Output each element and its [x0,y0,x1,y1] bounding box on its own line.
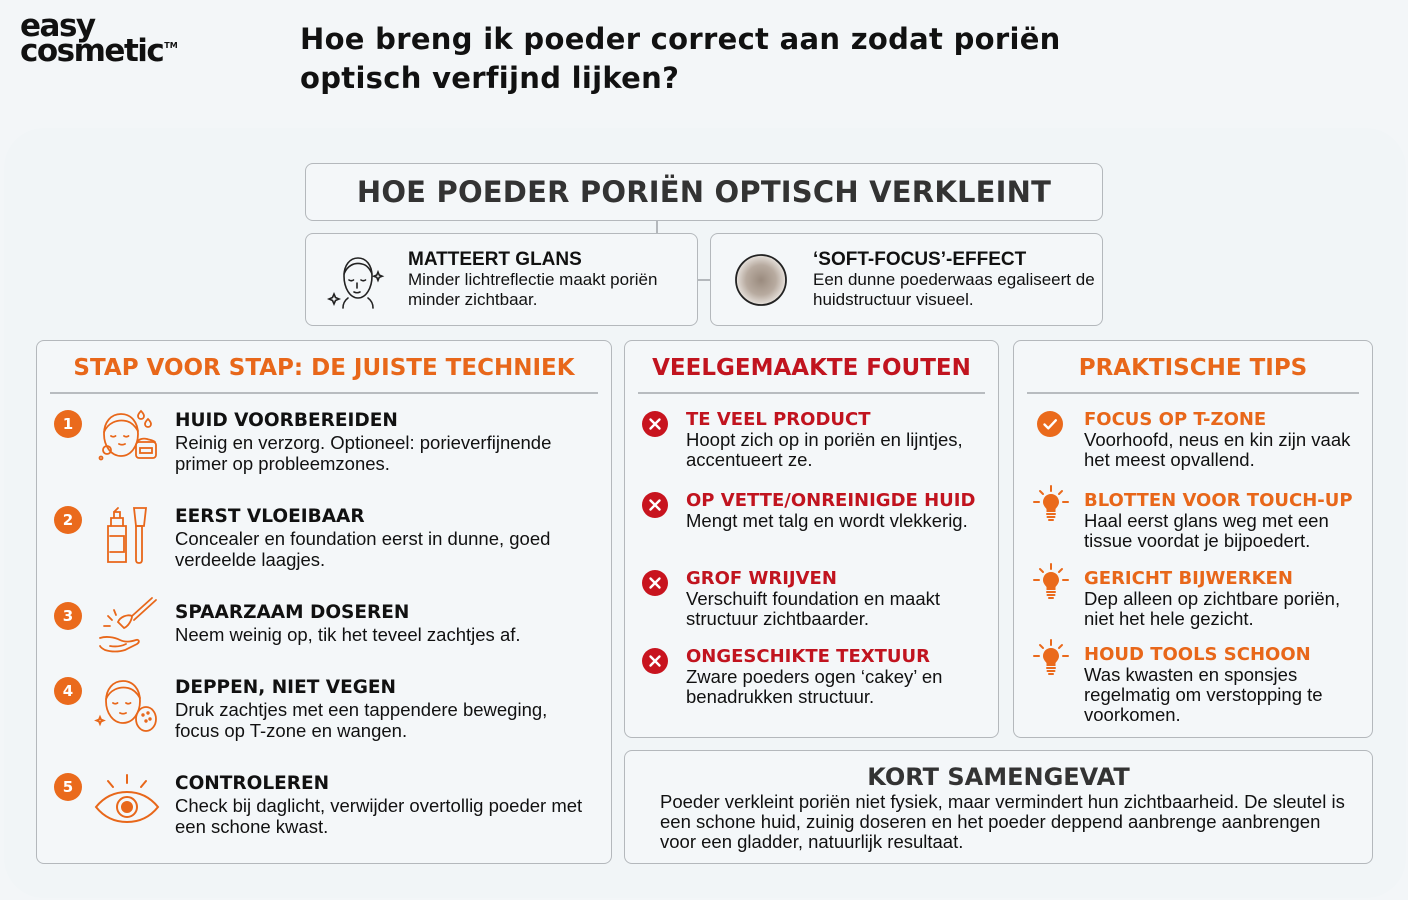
foundation-brush-icon [94,500,160,566]
feature-card-soft-focus [710,233,1103,326]
tip-description: Haal eerst glans weg met een tissue voordat je bijpoedert. [1084,510,1329,551]
logo-line1: easy [20,8,95,44]
mistake-description: Hoopt zich op in poriën en lijntjes, accentueert ze. [686,429,963,470]
x-circle-icon [641,647,669,675]
x-circle-icon [641,410,669,438]
mistake-title: ONGESCHIKTE TEXTUUR [686,646,930,667]
lightbulb-icon [1031,638,1071,678]
tip-description: Was kwasten en sponsjes regelmatig om verstopping te voorkomen. [1084,664,1323,725]
feature-card-matte [305,233,698,326]
step-title: CONTROLEREN [175,773,330,794]
mistake-description: Verschuift foundation en maakt structuur zichtbaarder. [686,588,941,629]
step-number-badge: 5 [54,773,82,801]
face-sparkle-icon [326,250,386,310]
tips-panel [1013,340,1373,738]
face-care-icon [94,404,160,470]
tip-title: GERICHT BIJWERKEN [1084,568,1293,589]
mistake-description: Mengt met talg en wordt vlekkerig. [686,510,968,531]
step-title: EERST VLOEIBAAR [175,506,365,527]
lightbulb-icon [1031,484,1071,524]
mistakes-heading: VEELGEMAAKTE FOUTEN [638,341,985,394]
step-description: Concealer en foundation eerst in dunne, goed verdeelde laagjes. [175,528,551,570]
tip-title: BLOTTEN VOOR TOUCH-UP [1084,490,1353,511]
mistake-title: GROF WRIJVEN [686,568,837,589]
step-description: Check bij daglicht, verwijder overtollig poeder met een schone kwast. [175,795,583,837]
main-title: HOE POEDER PORIËN OPTISCH VERKLEINT [356,175,1052,209]
mistake-title: OP VETTE/ONREINIGDE HUID [686,490,976,511]
step-title: HUID VOORBEREIDEN [175,410,398,431]
brush-hand-icon [94,596,160,662]
step-title: SPAARZAAM DOSEREN [175,602,410,623]
powder-disc-icon [731,250,791,310]
x-circle-icon [641,491,669,519]
connector-line [697,279,710,281]
logo-line2: cosmetic [20,33,164,70]
steps-panel [36,340,612,864]
tip-title: HOUD TOOLS SCHOON [1084,644,1311,665]
step-description: Reinig en verzorg. Optioneel: porieverfijnende primer op probleemzones. [175,432,552,474]
main-title-box [305,163,1103,221]
eye-icon [94,767,160,833]
mistake-description: Zware poeders ogen ‘cakey’ en benadrukken structuur. [686,666,943,707]
feature-title: MATTEERT GLANS [408,249,582,270]
check-circle-icon [1036,410,1064,438]
lightbulb-icon [1031,562,1071,602]
step-description: Neem weinig op, tik het teveel zachtjes af. [175,624,521,645]
tip-description: Dep alleen op zichtbare poriën, niet het hele gezicht. [1084,588,1341,629]
summary-body: Poeder verkleint poriën niet fysiek, maar vermindert hun zichtbaarheid. De sleutel is een schone huid, zuinig doseren en het poeder deppend aanbrenge aanbrengen voor een gladder, natuurlijk resultaat. [660,791,1345,852]
tip-description: Voorhoofd, neus en kin zijn vaak het meest opvallend. [1084,429,1351,470]
brand-logo[interactable] [20,8,178,70]
face-sponge-icon [94,671,160,737]
step-description: Druk zachtjes met een tappendere beweging, focus op T-zone en wangen. [175,699,548,741]
step-number-badge: 3 [54,602,82,630]
step-number-badge: 1 [54,410,82,438]
step-number-badge: 4 [54,677,82,705]
step-number-badge: 2 [54,506,82,534]
summary-box [624,750,1373,864]
tips-heading: PRAKTISCHE TIPS [1027,341,1359,394]
tip-title: FOCUS OP T-ZONE [1084,409,1267,430]
mistakes-panel [624,340,999,738]
feature-title: ‘SOFT-FOCUS’-EFFECT [813,249,1027,270]
connector-line [656,221,658,233]
step-title: DEPPEN, NIET VEGEN [175,677,397,698]
feature-description: Minder lichtreflectie maakt poriën minder zichtbaar. [408,270,658,309]
x-circle-icon [641,569,669,597]
mistake-title: TE VEEL PRODUCT [686,409,871,430]
page-question: Hoe breng ik poeder correct aan zodat poriën optisch verfijnd lijken? [300,22,1061,95]
steps-heading: STAP VOOR STAP: DE JUISTE TECHNIEK [50,341,598,394]
logo-trademark: TM [164,41,178,51]
summary-title: KORT SAMENGEVAT [867,763,1130,791]
feature-description: Een dunne poederwaas egaliseert de huidstructuur visueel. [813,270,1095,309]
